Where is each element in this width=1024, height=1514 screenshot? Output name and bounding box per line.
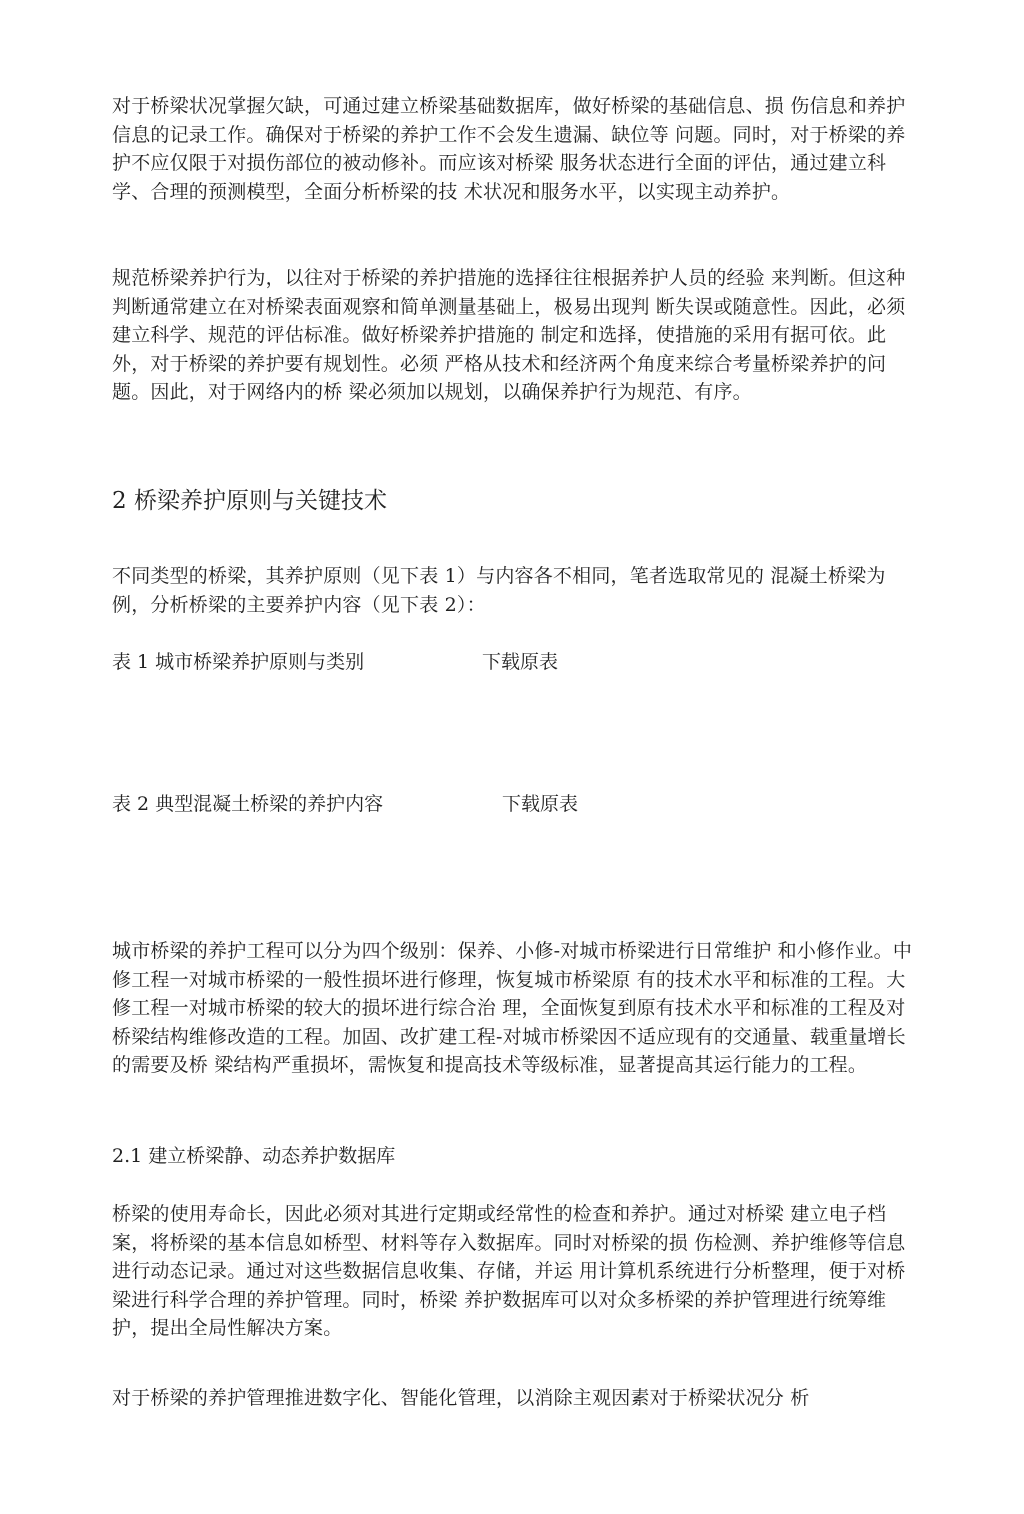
table-1-reference bbox=[112, 648, 559, 676]
paragraph-bridge-types: 不同类型的桥梁，其养护原则（见下表 1）与内容各不相同，笔者选取常见的 混凝土桥梁为例，分析桥梁的主要养护内容（见下表 2）： bbox=[112, 565, 886, 616]
table-2-reference bbox=[112, 790, 579, 818]
section-heading-2-1: 2.1 建立桥梁静、动态养护数据库 bbox=[112, 1145, 396, 1167]
table-1-caption: 表 1 城市桥梁养护原则与类别 bbox=[112, 651, 365, 673]
section-heading-2: 2 桥梁养护原则与关键技术 bbox=[112, 488, 387, 514]
table-2-caption: 表 2 典型混凝土桥梁的养护内容 bbox=[112, 793, 384, 815]
paragraph-maintenance-levels: 城市桥梁的养护工程可以分为四个级别：保养、小修-对城市桥梁进行日常维护 和小修作业。中修工程一对城市桥梁的一般性损坏进行修理，恢复城市桥梁原 有的技术水平和标准的工程。大修工程一对城市桥梁的较大的损坏进行综合治 理，全面恢复到原有技术水平和标准的工程及对桥梁结构维修改造的工程。加固、改扩建工程-对城市桥梁因不适应现有的交通量、载重量增长的需要及桥 梁结构严重损坏，需恢复和提高技术等级标准，显著提高其运行能力的工程。 bbox=[112, 940, 913, 1076]
paragraph-bridge-database: 对于桥梁状况掌握欠缺，可通过建立桥梁基础数据库，做好桥梁的基础信息、损 伤信息和养护信息的记录工作。确保对于桥梁的养护工作不会发生遗漏、缺位等 问题。同时，对于桥梁的养护不应仅限于对损伤部位的被动修补。而应该对桥梁 服务状态进行全面的评估，通过建立科学、合理的预测模型，全面分析桥梁的技 术状况和服务水平，以实现主动养护。 bbox=[112, 95, 906, 203]
paragraph-electronic-archive: 桥梁的使用寿命长，因此必须对其进行定期或经常性的检查和养护。通过对桥梁 建立电子档案，将桥梁的基本信息如桥型、材料等存入数据库。同时对桥梁的损 伤检测、养护维修等信息进行动态记录。通过对这些数据信息收集、存储，并运 用计算机系统进行分析整理，便于对桥梁进行科学合理的养护管理。同时，桥梁 养护数据库可以对众多桥梁的养护管理进行统筹维护，提出全局性解决方案。 bbox=[112, 1203, 906, 1339]
paragraph-digital-management: 对于桥梁的养护管理推进数字化、智能化管理，以消除主观因素对于桥梁状况分 析 bbox=[112, 1387, 810, 1409]
paragraph-maintenance-standards: 规范桥梁养护行为，以往对于桥梁的养护措施的选择往往根据养护人员的经验 来判断。但这种判断通常建立在对桥梁表面观察和简单测量基础上，极易出现判 断失误或随意性。因此，必须建立科学、规范的评估标准。做好桥梁养护措施的 制定和选择，使措施的采用有据可依。此外，对于桥梁的养护要有规划性。必须 严格从技术和经济两个角度来综合考量桥梁养护的问题。因此，对于网络内的桥 梁必须加以规划，以确保养护行为规范、有序。 bbox=[112, 267, 906, 403]
table-2-download-link[interactable]: 下载原表 bbox=[502, 793, 579, 815]
table-1-download-link[interactable]: 下载原表 bbox=[482, 651, 559, 673]
